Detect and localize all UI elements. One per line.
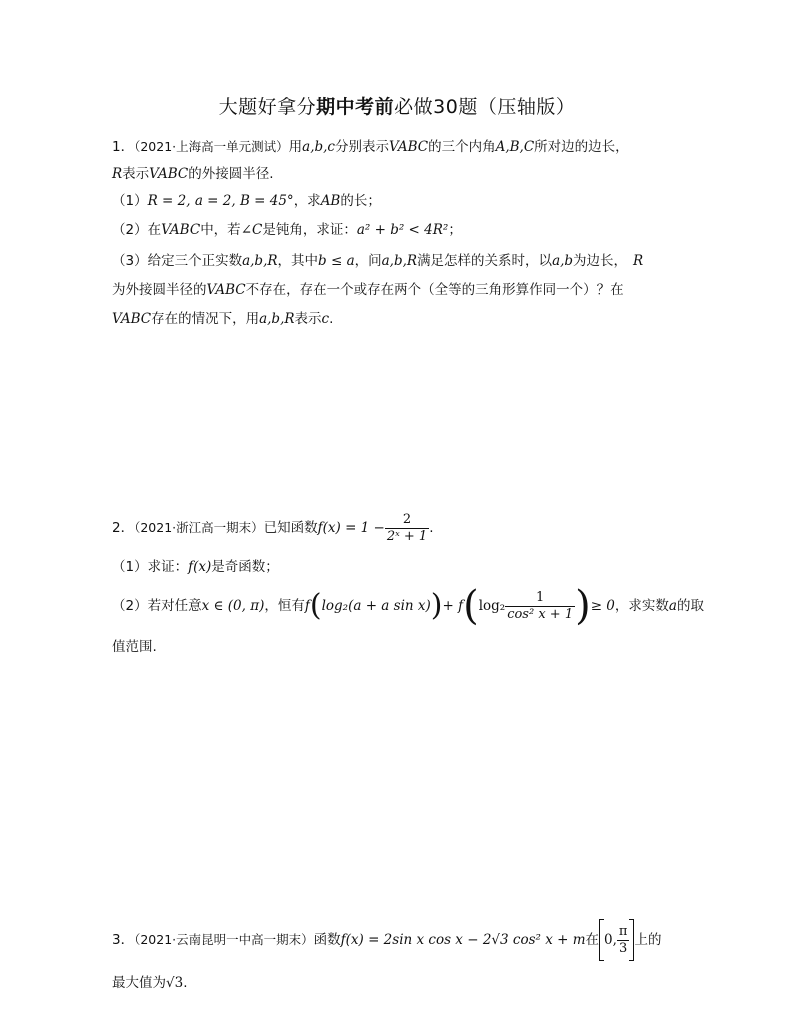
math: f(x) = 1 − (317, 520, 385, 536)
q2-part2-line1 (112, 584, 704, 628)
fraction-numerator: π (618, 923, 628, 939)
q3-line2 (112, 973, 188, 993)
q1-part3-line1 (112, 251, 643, 271)
text: 用 (288, 139, 303, 155)
math: b ≤ a (318, 253, 355, 269)
math: a (668, 598, 677, 614)
text: ，求 (293, 193, 321, 209)
math: a,b,R (259, 311, 295, 327)
math-triangle: VABC (388, 139, 429, 155)
math: + f (442, 598, 464, 614)
text: . (329, 311, 334, 327)
q2-part1 (112, 557, 279, 577)
fraction (617, 924, 630, 957)
math-triangle: VABC (149, 166, 189, 182)
text: ； (448, 222, 462, 238)
question-number: 2． (112, 520, 135, 536)
text: 求证： (147, 559, 189, 575)
fraction-denominator: 3 (617, 940, 630, 957)
text: 不存在，存在一个或存在两个（全等的三角形算作同一个）？在 (245, 282, 624, 298)
math: log₂ (478, 598, 506, 614)
fraction-numerator: 1 (536, 589, 545, 605)
math: √3 (166, 975, 184, 991)
text: 给定三个正实数 (147, 253, 243, 269)
fraction-numerator: 2 (402, 511, 412, 527)
math: c (321, 311, 330, 327)
question-source: （2021·上海高一单元测试） (134, 139, 289, 154)
text: 分别表示 (334, 139, 389, 155)
math: f(x) (188, 559, 212, 575)
q1-part3-line3 (112, 309, 333, 329)
title-part1: 大题好拿分 (218, 96, 317, 118)
question-source: （2021·云南昆明一中高一期末） (134, 932, 314, 947)
question-number: 1． (112, 139, 135, 155)
math-triangle: VABC (112, 311, 152, 327)
math: x ∈ (0, π) (201, 598, 265, 614)
text: 满足怎样的关系时，以 (417, 253, 553, 269)
text: 为外接圆半径的 (112, 282, 207, 298)
math: R = 2, a = 2, B = 45° (147, 193, 294, 209)
text: 的长； (340, 193, 381, 209)
q1-line2 (112, 164, 274, 184)
text: 为边长， (573, 253, 628, 269)
math: ∠C (240, 222, 263, 238)
paren-open: ( (309, 588, 322, 623)
text: 的外接圆半径. (188, 166, 274, 182)
math: f(x) = 2sin x cos x − 2√3 cos² x + m (340, 932, 586, 948)
title-part2: 必做30题（压轴版） (394, 96, 576, 118)
text: 函数 (313, 932, 341, 948)
math: AB (320, 193, 341, 209)
part-label: （3） (112, 253, 148, 269)
paren-open: ( (463, 583, 479, 629)
text: 若对任意 (147, 598, 202, 614)
fraction (385, 512, 429, 545)
fraction (505, 590, 575, 623)
text: 在 (585, 932, 600, 948)
q2-line1 (112, 508, 434, 548)
math: R (633, 253, 644, 269)
text: 值范围. (112, 639, 157, 655)
paren-close: ) (575, 583, 591, 629)
text: 中，若 (200, 222, 241, 238)
fraction-denominator: cos² x + 1 (507, 606, 574, 622)
q3-line1 (112, 918, 661, 962)
math: 0, (604, 932, 617, 948)
text: 表示 (294, 311, 322, 327)
text: 是钝角，求证： (262, 222, 357, 238)
math: R (112, 166, 123, 182)
text: 已知函数 (263, 520, 318, 536)
fraction-denominator: 2ˣ + 1 (386, 528, 428, 544)
text: ，求实数 (614, 598, 669, 614)
text: 最大值为 (112, 975, 166, 991)
text: ，问 (354, 253, 382, 269)
math: a,b,R (242, 253, 278, 269)
paren-close: ) (430, 588, 443, 623)
question-number: 3． (112, 932, 135, 948)
text: 表示 (122, 166, 150, 182)
part-label: （2） (112, 222, 148, 238)
math: a,b (552, 253, 574, 269)
q2-part2-line2 (112, 637, 157, 657)
q1-part2 (112, 220, 462, 240)
text: 是奇函数； (211, 559, 279, 575)
math: f (304, 598, 310, 614)
text: 的三个内角 (428, 139, 496, 155)
part-label: （1） (112, 193, 148, 209)
math-triangle: VABC (206, 282, 246, 298)
math: A,B,C (495, 139, 535, 155)
text: ，恒有 (264, 598, 305, 614)
question-source: （2021·浙江高一期末） (134, 520, 264, 535)
text: . (183, 975, 188, 991)
text: 的取 (676, 598, 704, 614)
math: ≥ 0 (590, 598, 615, 614)
text: . (429, 520, 434, 536)
text: 存在的情况下，用 (151, 311, 260, 327)
q1-part3-line2 (112, 280, 624, 300)
math: a² + b² < 4R² (356, 222, 449, 238)
math-triangle: VABC (161, 222, 201, 238)
title-bold: 期中考前 (316, 96, 395, 118)
text: 上的 (634, 932, 662, 948)
math: a,b,c (302, 139, 335, 155)
q1-line1 (112, 137, 629, 157)
part-label: （2） (112, 598, 148, 614)
text: ，其中 (277, 253, 319, 269)
text: 所对边的边长， (534, 139, 629, 155)
page-title (0, 92, 794, 119)
q1-part1 (112, 191, 381, 211)
text: 在 (147, 222, 162, 238)
part-label: （1） (112, 559, 148, 575)
math: a,b,R (381, 253, 418, 269)
math: log₂(a + a sin x) (321, 598, 431, 614)
